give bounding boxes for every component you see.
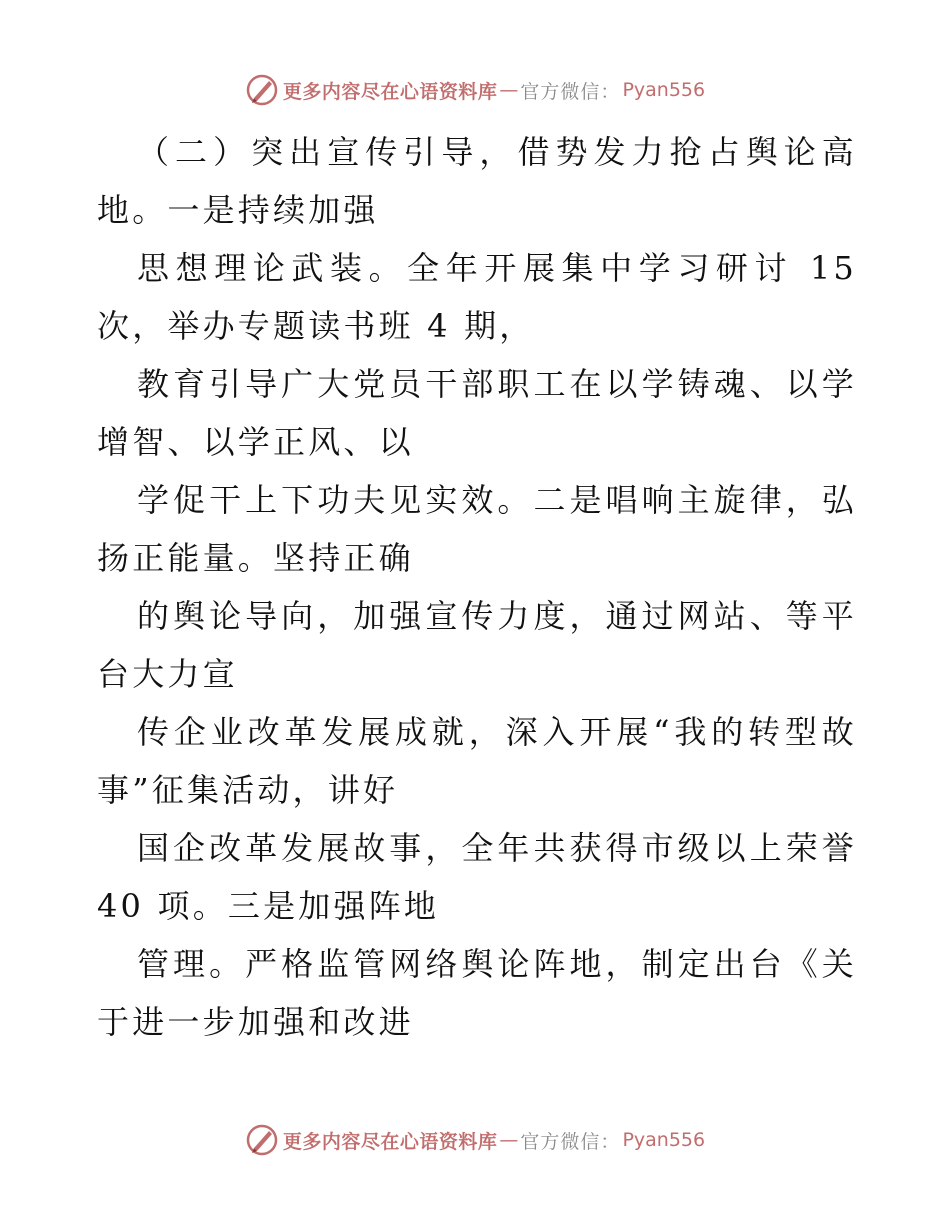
pen-logo-icon: [245, 1123, 279, 1157]
watermark-brand: 更多内容尽在心语资料库: [282, 1130, 498, 1153]
paragraph-7: 国企改革发展故事，全年共获得市级以上荣誉 40 项。三是加强阵地: [97, 829, 857, 925]
paragraph-6: 传企业改革发展成就，深入开展“我的转型故事”征集活动，讲好: [97, 713, 857, 809]
watermark-wechat-label: 官方微信：: [520, 80, 621, 103]
paragraph-2: 思想理论武装。全年开展集中学习研讨 15 次，举办专题读书班 4 期，: [97, 249, 857, 345]
paragraph-5: 的舆论导向，加强宣传力度，通过网站、等平台大力宣: [97, 597, 857, 693]
paragraph-4: 学促干上下功夫见实效。二是唱响主旋律，弘扬正能量。坚持正确: [97, 481, 857, 577]
watermark-brand: 更多内容尽在心语资料库: [282, 80, 498, 103]
pen-logo-icon: [245, 73, 279, 107]
paragraph-3: 教育引导广大党员干部职工在以学铸魂、以学增智、以学正风、以: [97, 365, 857, 461]
watermark-footer: [0, 1120, 950, 1160]
watermark-wechat-id: Pyan556: [622, 79, 706, 101]
watermark-wechat-label: 官方微信：: [520, 1130, 621, 1153]
watermark-header: [0, 70, 950, 110]
watermark-dash: —: [499, 79, 519, 101]
watermark-dash: —: [499, 1129, 519, 1151]
paragraph-1: （二）突出宣传引导，借势发力抢占舆论高地。一是持续加强: [97, 133, 857, 229]
document-body: [97, 123, 857, 1051]
paragraph-8: 管理。严格监管网络舆论阵地，制定出台《关于进一步加强和改进: [97, 945, 857, 1041]
watermark-wechat-id: Pyan556: [622, 1129, 706, 1151]
